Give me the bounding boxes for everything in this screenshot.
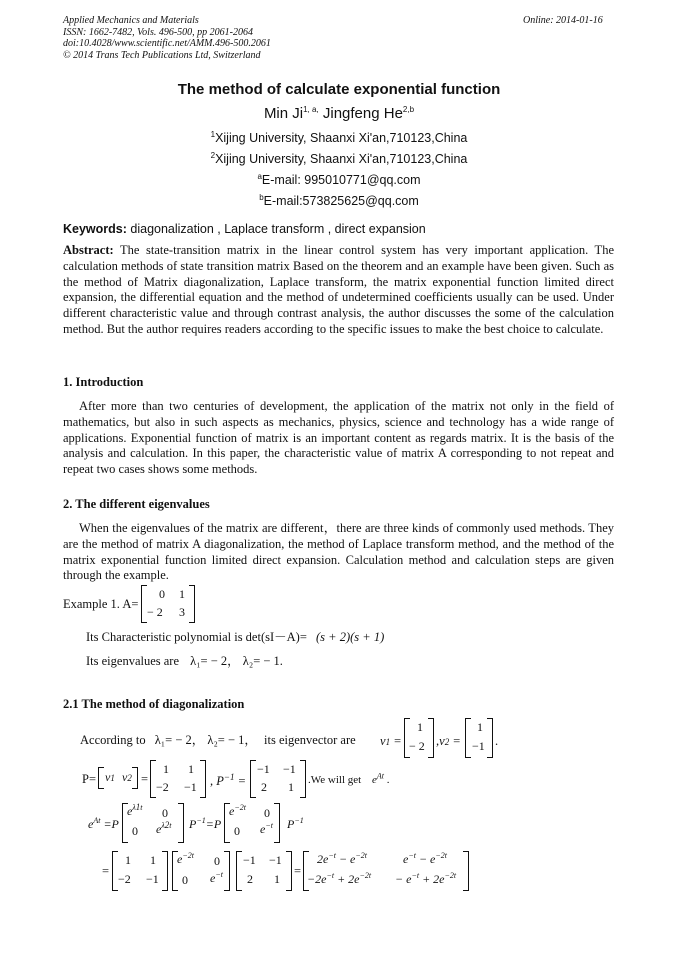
aff2-sup: 2 bbox=[210, 150, 216, 160]
aff1-text: Xijing University, Shaanxi Xi'an,710123,China bbox=[215, 131, 468, 145]
keywords bbox=[63, 222, 426, 236]
v1-cell: 1 bbox=[417, 720, 423, 734]
keywords-label: Keywords: bbox=[63, 222, 127, 236]
abstract bbox=[63, 243, 614, 338]
P-columns bbox=[98, 767, 138, 789]
section-2-heading: 2. The different eigenvalues bbox=[63, 497, 210, 511]
journal-issn: ISSN: 1662-7482, Vols. 496-500, pp 2061-2064 bbox=[63, 26, 253, 38]
result-cell: $-2e^{-t} + 2e^{-2t}$ bbox=[307, 871, 372, 886]
matrix-A-right-bracket bbox=[189, 585, 195, 623]
matrix-diag-exp bbox=[224, 803, 280, 843]
vector-v2 bbox=[465, 718, 493, 758]
diag-exp-right-bracket bbox=[274, 803, 280, 843]
matrix-Pinv-cell: −1 bbox=[283, 762, 296, 776]
diag-lambda-cell: $e^{\lambda 2t}$ bbox=[156, 820, 172, 836]
final-P bbox=[112, 851, 168, 891]
author-1-sup: 1, a, bbox=[303, 105, 319, 114]
matrix-Pinv-right-bracket bbox=[300, 760, 306, 798]
P-eq-label: P= bbox=[82, 772, 97, 786]
final-Pinv-cell: 2 bbox=[247, 872, 253, 886]
aff1-sup: 1 bbox=[210, 129, 216, 139]
v1-right-bracket bbox=[428, 718, 434, 758]
matrix-A bbox=[141, 585, 195, 623]
final-eq-sign: = bbox=[102, 864, 110, 878]
vector-v1 bbox=[404, 718, 434, 758]
char-poly-line bbox=[86, 627, 384, 645]
final-diag-cell: 0 bbox=[182, 873, 188, 887]
eAt-symbol bbox=[371, 771, 384, 786]
paper-title: The method of calculate exponential function bbox=[177, 81, 501, 98]
journal-copyright: © 2014 Trans Tech Publications Ltd, Switzerland bbox=[63, 49, 261, 61]
matrix-Pinv-cell: −1 bbox=[257, 762, 270, 776]
matrix-A-cell: 1 bbox=[179, 587, 185, 601]
P-columns-left-bracket bbox=[98, 767, 104, 789]
period: . bbox=[495, 734, 499, 748]
final-Pinv bbox=[236, 851, 292, 891]
result-cell: $e^{-t} - e^{-2t}$ bbox=[403, 851, 448, 866]
final-P-cell: −1 bbox=[146, 872, 159, 886]
according-vals: λ₁= − 2， λ₂= − 1， bbox=[154, 733, 257, 747]
affiliation-2 bbox=[0, 152, 678, 166]
matrix-diag-lambda bbox=[122, 803, 184, 843]
matrix-A-cell: 3 bbox=[179, 605, 185, 619]
eigenvalues-line bbox=[86, 651, 283, 669]
result-right-bracket bbox=[463, 851, 469, 891]
aff2-text: Xijing University, Shaanxi Xi'an,710123,China bbox=[215, 152, 468, 166]
email-a bbox=[0, 173, 678, 187]
v1-label: v1 = bbox=[380, 734, 402, 748]
final-diag-cell: $e^{-t}$ bbox=[210, 870, 223, 885]
abstract-text: The state-transition matrix in the linear control system has very important application. The calculation methods of state transition matrix Based on the theorem and an example have been given. Such as the method of Matrix diagonalization, Laplace transform, the matrix exponential function limited direct expansion, the differential equation and the method of undetermined coefficients usually can be used. Under different characteristic value and through contrast analysis, the author discusses the some of the calculation method. But the author requires readers according to the specific issues to make the best choice to calculate. bbox=[63, 243, 614, 336]
P-eq-sign: = bbox=[141, 772, 149, 786]
eAt-base: e bbox=[371, 774, 377, 786]
Pinv-then-P: $P^{-1}=P$ bbox=[189, 816, 222, 831]
affiliation-1 bbox=[0, 131, 678, 145]
diag-exp-cell: $e^{-t}$ bbox=[260, 821, 273, 836]
we-will-get-line bbox=[308, 771, 390, 786]
final-P-right-bracket bbox=[162, 851, 168, 891]
final-Pinv-cell: −1 bbox=[243, 853, 256, 867]
diag-exp-cell: 0 bbox=[234, 824, 240, 838]
matrix-Pinv-cell: 1 bbox=[288, 780, 294, 794]
final-diag-cell: 0 bbox=[214, 854, 220, 868]
section-1-text: After more than two centuries of development, the application of the matrix not only in the field of mathematics, but also in such aspects as mechanics, physics, science and technology has a wide range of applications. Exponential function of matrix is an important content as regards matrix. It is the basis of the analysis and calculation. In this paper, the characteristic value of matrix A corresponding to not repeat and repeat two cases shows some methods. bbox=[63, 399, 614, 477]
char-poly-expr: (s + 2)(s + 1) bbox=[316, 630, 385, 644]
author-line bbox=[0, 105, 678, 122]
journal-doi: doi:10.4028/www.scientific.net/AMM.496-500.2061 bbox=[63, 38, 271, 49]
matrix-P bbox=[150, 760, 206, 798]
final-Pinv-left-bracket bbox=[236, 851, 242, 891]
P-col-v2: v2 bbox=[122, 770, 132, 784]
matrix-P-cell: −2 bbox=[156, 780, 169, 794]
v1-cell: − 2 bbox=[409, 739, 425, 753]
matrix-A-cell: 0 bbox=[159, 587, 165, 601]
journal-header bbox=[63, 15, 271, 61]
eigenvalues-text: Its eigenvalues are bbox=[86, 654, 180, 668]
result-eq-sign: = bbox=[294, 864, 302, 878]
final-Pinv-cell: 1 bbox=[274, 872, 280, 886]
v2-cell: −1 bbox=[472, 739, 485, 753]
matrix-Pinv-left-bracket bbox=[250, 760, 256, 798]
trailing-Pinv: $P^{-1}$ bbox=[287, 816, 304, 831]
P-col-v1: v1 bbox=[105, 770, 115, 784]
abstract-label: Abstract: bbox=[63, 243, 114, 257]
v2-right-bracket bbox=[487, 718, 493, 758]
final-P-cell: 1 bbox=[125, 853, 131, 867]
matrix-P-cell: 1 bbox=[188, 762, 194, 776]
result-matrix bbox=[303, 851, 469, 891]
char-poly-text: Its Characteristic polynomial is det(sI－A)= bbox=[86, 630, 307, 644]
final-Pinv-right-bracket bbox=[286, 851, 292, 891]
example-label: Example 1. A= bbox=[63, 597, 139, 611]
email-b bbox=[0, 194, 678, 208]
keywords-text: diagonalization , Laplace transform , direct expansion bbox=[130, 222, 426, 236]
section-2-1-heading: 2.1 The method of diagonalization bbox=[63, 697, 245, 711]
email-b-text: E-mail:573825625@qq.com bbox=[263, 194, 419, 208]
email-a-text: E-mail: 995010771@qq.com bbox=[261, 173, 421, 187]
author-1: Min Ji bbox=[263, 105, 304, 122]
v2-left-bracket bbox=[465, 718, 471, 758]
final-P-cell: −2 bbox=[118, 872, 131, 886]
email-a-sup: a bbox=[257, 171, 262, 181]
matrix-A-cell: − 2 bbox=[147, 605, 163, 619]
matrix-P-cell: −1 bbox=[184, 780, 197, 794]
Pinv-label: , $P^{-1}$ = bbox=[210, 772, 247, 789]
author-2: Jingfeng He bbox=[322, 105, 403, 122]
v2-cell: 1 bbox=[477, 720, 483, 734]
diag-lambda-right-bracket bbox=[178, 803, 184, 843]
result-cell: $2e^{-t} - e^{-2t}$ bbox=[317, 851, 368, 866]
eigenvalues-vals: λ₁= − 2， λ₂= − 1. bbox=[190, 654, 283, 668]
diag-lambda-cell: $e^{\lambda 1t}$ bbox=[127, 802, 143, 818]
matrix-P-cell: 1 bbox=[163, 762, 169, 776]
according-line bbox=[80, 730, 356, 748]
final-diag bbox=[172, 851, 230, 891]
matrix-Pinv-cell: 2 bbox=[261, 780, 267, 794]
eAt-lhs: $e^{At} =P$ bbox=[88, 816, 119, 831]
P-columns-right-bracket bbox=[132, 767, 138, 789]
trailing-period: . bbox=[386, 774, 390, 786]
online-date: Online: 2014-01-16 bbox=[523, 15, 603, 26]
journal-name: Applied Mechanics and Materials bbox=[63, 15, 199, 26]
diag-exp-cell: $e^{-2t}$ bbox=[229, 803, 246, 818]
diag-lambda-cell: 0 bbox=[162, 806, 168, 820]
final-diag-cell: $e^{-2t}$ bbox=[177, 851, 194, 866]
according-text: According to bbox=[80, 733, 146, 747]
matrix-P-right-bracket bbox=[200, 760, 206, 798]
matrix-Pinv bbox=[250, 760, 306, 798]
final-P-cell: 1 bbox=[150, 853, 156, 867]
section-2-text: When the eigenvalues of the matrix are different，there are three kinds of commonly used methods. They are the method of matrix A diagonalization, the method of Laplace transform method, and the method of the matrix exponential function limited direct expansion. Calculation method and calculation steps are given through the example. bbox=[63, 521, 614, 583]
final-Pinv-cell: −1 bbox=[269, 853, 282, 867]
eAt-exp: At bbox=[376, 771, 384, 781]
final-diag-right-bracket bbox=[224, 851, 230, 891]
diag-lambda-cell: 0 bbox=[132, 824, 138, 838]
result-cell: − $e^{-t} + 2e^{-2t}$ bbox=[395, 871, 457, 886]
diag-exp-cell: 0 bbox=[264, 806, 270, 820]
email-b-sup: b bbox=[259, 192, 264, 202]
author-2-sup: 2,b bbox=[402, 105, 415, 114]
v2-label: ,v2 = bbox=[436, 734, 461, 748]
section-1-heading: 1. Introduction bbox=[63, 375, 144, 389]
eigvec-text: its eigenvector are bbox=[264, 733, 356, 747]
we-will-get-text: .We will get bbox=[308, 774, 362, 786]
